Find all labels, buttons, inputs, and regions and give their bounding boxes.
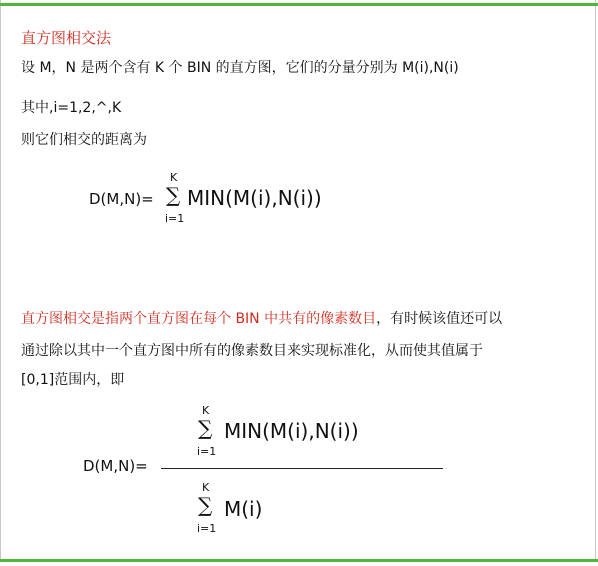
- formula2-num-sum-upper: K: [202, 404, 210, 417]
- fraction-bar: [161, 468, 443, 469]
- formula2-den-sum-lower: i=1: [197, 522, 217, 535]
- formula1-body: MIN(M(i),N(i)): [187, 186, 322, 210]
- section1-heading: 直方图相交法: [21, 29, 112, 47]
- section2-line1: [21, 312, 502, 326]
- top-border: [0, 3, 598, 6]
- bottom-border: [0, 559, 598, 562]
- formula1-sum-lower: i=1: [165, 212, 185, 225]
- section2-line1-red: 直方图相交是指两个直方图在每个 BIN 中共有的像素数目: [21, 311, 377, 327]
- formula2-num-sum-symbol: ∑: [198, 416, 213, 440]
- formula1-sum-symbol: ∑: [166, 183, 181, 207]
- formula2-lhs: D(M,N)=: [83, 457, 148, 475]
- section2-line1-rest: ，有时候该值还可以: [376, 311, 503, 327]
- section1-line2: 其中,i=1,2,^,K: [21, 100, 122, 116]
- section2-line3: [0,1]范围内，即: [21, 372, 125, 388]
- section2-line2: 通过除以其中一个直方图中所有的像素数目来实现标准化，从而使其值属于: [21, 343, 483, 359]
- formula2-den-body: M(i): [224, 497, 263, 521]
- formula2-den-sum-upper: K: [202, 481, 210, 494]
- section1-line3: 则它们相交的距离为: [21, 132, 147, 148]
- formula2-num-sum-lower: i=1: [197, 445, 217, 458]
- formula2-den-sum-symbol: ∑: [198, 493, 213, 517]
- formula1-lhs: D(M,N)=: [89, 190, 154, 208]
- section1-line1: 设 M，N 是两个含有 K 个 BIN 的直方图，它们的分量分别为 M(i),N(i): [21, 60, 459, 76]
- formula1-sum-upper: K: [170, 171, 178, 184]
- formula2-num-body: MIN(M(i),N(i)): [224, 419, 359, 443]
